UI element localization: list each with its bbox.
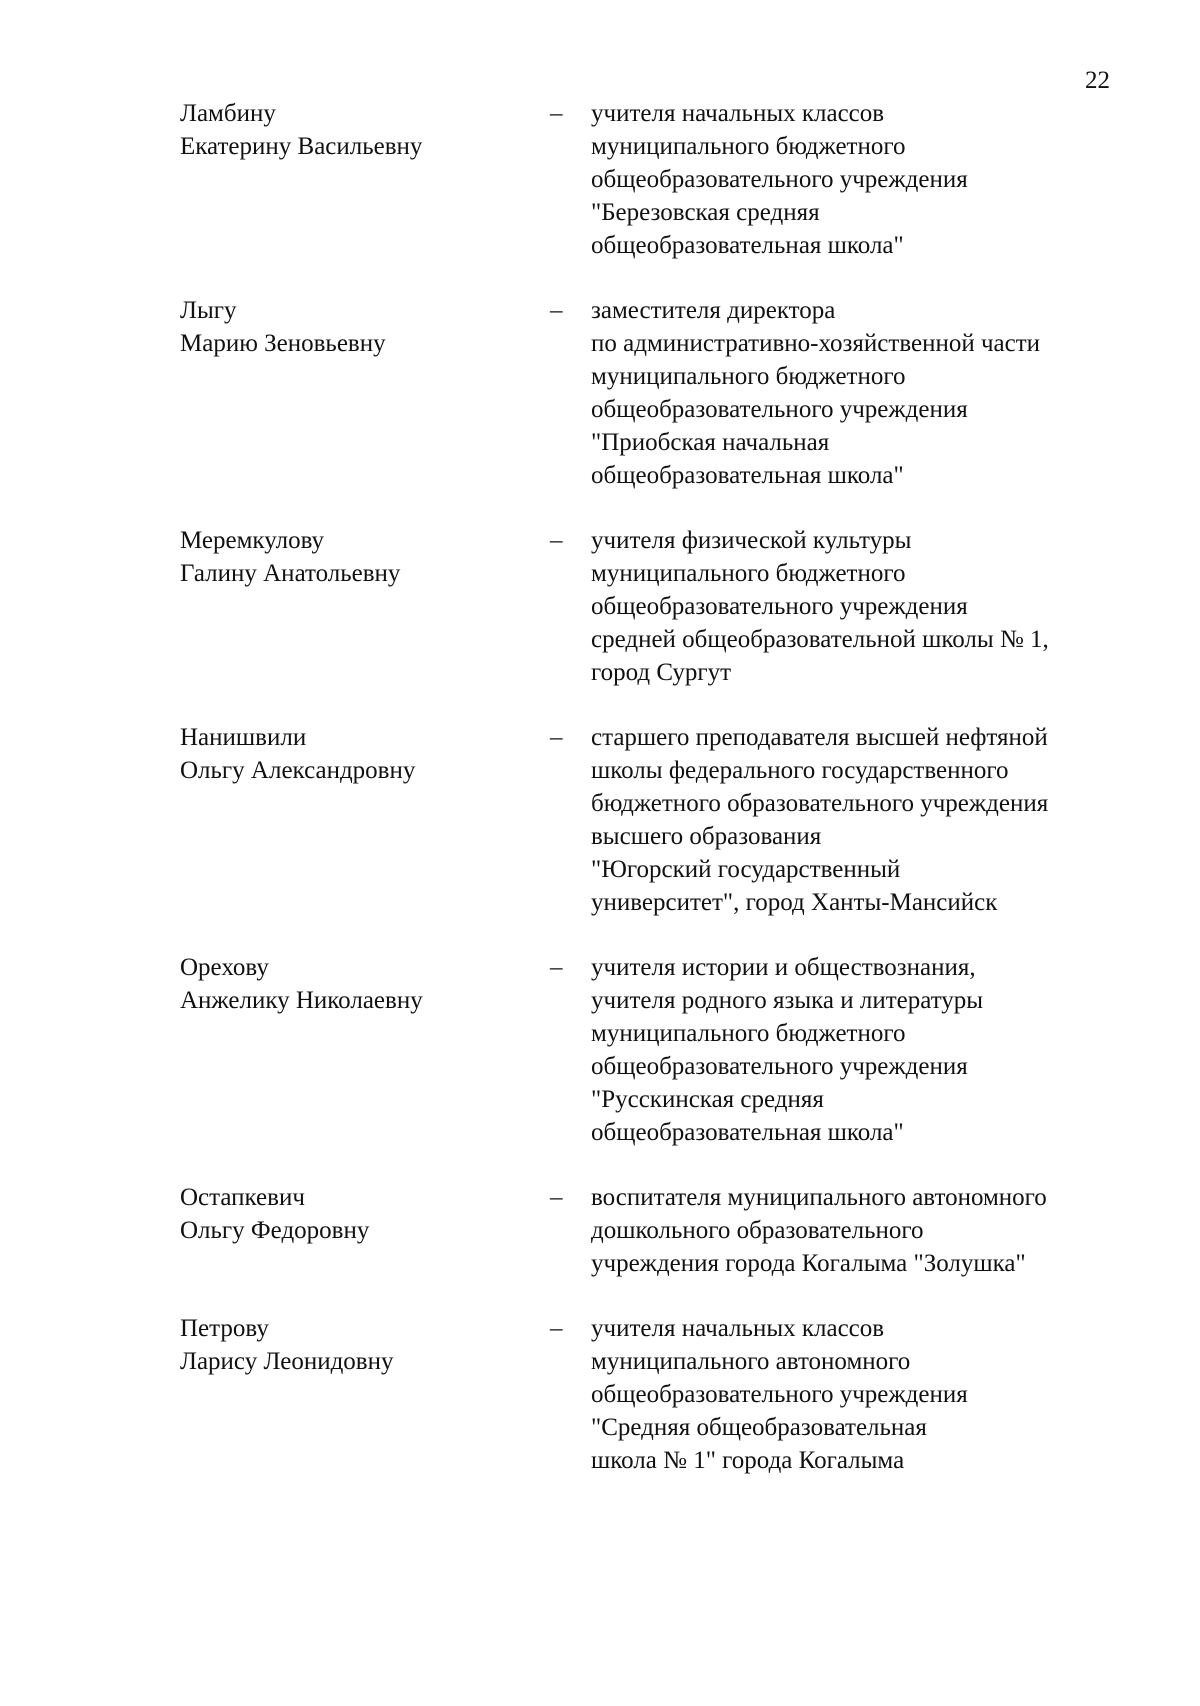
description-line: по административно-хозяйственной части <box>591 330 1041 357</box>
position-description <box>591 951 1151 1149</box>
position-description <box>591 721 1151 919</box>
description-line: общеобразовательного учреждения <box>591 1053 968 1080</box>
position-description <box>591 97 1151 262</box>
description-line: общеобразовательного учреждения <box>591 1381 968 1408</box>
person-name <box>180 97 530 163</box>
page-number: 22 <box>1085 67 1110 94</box>
description-line: учителя родного языка и литературы <box>591 987 984 1014</box>
person-name <box>180 1181 530 1247</box>
list-entry <box>0 951 1200 1149</box>
description-line: муниципального бюджетного <box>591 560 906 587</box>
description-line: общеобразовательного учреждения <box>591 593 968 620</box>
description-line: общеобразовательная школа" <box>591 462 904 489</box>
position-description <box>591 1181 1151 1280</box>
given-names: Ларису Леонидовну <box>180 1348 394 1375</box>
list-entry <box>0 1312 1200 1477</box>
person-name <box>180 951 530 1017</box>
description-line: учителя начальных классов <box>591 1315 885 1342</box>
description-line: общеобразовательного учреждения <box>591 396 968 423</box>
position-description <box>591 524 1151 689</box>
description-line: учителя физической культуры <box>591 527 912 554</box>
surname: Петрову <box>180 1315 269 1342</box>
description-line: учреждения города Когалыма "Золушка" <box>591 1250 1026 1277</box>
description-line: "Средняя общеобразовательная <box>591 1414 927 1441</box>
award-list <box>0 97 1200 1477</box>
description-line: муниципального бюджетного <box>591 133 906 160</box>
position-description <box>591 294 1151 492</box>
description-line: старшего преподавателя высшей нефтяной <box>591 724 1048 751</box>
position-description <box>591 1312 1151 1477</box>
description-line: школы федерального государственного <box>591 757 1009 784</box>
surname: Лыгу <box>180 297 237 324</box>
given-names: Марию Зеновьевну <box>180 330 386 357</box>
list-entry <box>0 97 1200 262</box>
surname: Ламбину <box>180 100 276 127</box>
description-line: воспитателя муниципального автономного <box>591 1184 1047 1211</box>
dash-separator: – <box>550 1315 563 1342</box>
description-line: "Березовская средняя <box>591 199 820 226</box>
list-entry <box>0 1181 1200 1280</box>
surname: Нанишвили <box>180 724 307 751</box>
given-names: Ольгу Александровну <box>180 757 416 784</box>
list-entry <box>0 294 1200 492</box>
dash-separator: – <box>550 297 563 324</box>
given-names: Анжелику Николаевну <box>180 987 423 1014</box>
dash-separator: – <box>550 1184 563 1211</box>
dash-separator: – <box>550 724 563 751</box>
description-line: муниципального автономного <box>591 1348 911 1375</box>
description-line: "Русскинская средняя <box>591 1086 824 1113</box>
surname: Меремкулову <box>180 527 325 554</box>
description-line: заместителя директора <box>591 297 836 324</box>
description-line: общеобразовательная школа" <box>591 1119 904 1146</box>
description-line: учителя истории и обществознания, <box>591 954 976 981</box>
given-names: Екатерину Васильевну <box>180 133 423 160</box>
description-line: университет", город Ханты-Мансийск <box>591 889 998 916</box>
description-line: средней общеобразовательной школы № 1, <box>591 626 1049 653</box>
description-line: муниципального бюджетного <box>591 363 906 390</box>
dash-separator: – <box>550 954 563 981</box>
description-line: "Приобская начальная <box>591 429 830 456</box>
given-names: Галину Анатольевну <box>180 560 401 587</box>
description-line: школа № 1" города Когалыма <box>591 1447 905 1474</box>
surname: Остапкевич <box>180 1184 305 1211</box>
description-line: общеобразовательного учреждения <box>591 166 968 193</box>
given-names: Ольгу Федоровну <box>180 1217 370 1244</box>
person-name <box>180 524 530 590</box>
person-name <box>180 1312 530 1378</box>
description-line: высшего образования <box>591 823 822 850</box>
description-line: "Югорский государственный <box>591 856 901 883</box>
list-entry <box>0 524 1200 689</box>
surname: Орехову <box>180 954 269 981</box>
description-line: общеобразовательная школа" <box>591 232 904 259</box>
description-line: бюджетного образовательного учреждения <box>591 790 1049 817</box>
dash-separator: – <box>550 527 563 554</box>
person-name <box>180 294 530 360</box>
description-line: город Сургут <box>591 659 732 686</box>
description-line: дошкольного образовательного <box>591 1217 924 1244</box>
person-name <box>180 721 530 787</box>
description-line: муниципального бюджетного <box>591 1020 906 1047</box>
dash-separator: – <box>550 100 563 127</box>
description-line: учителя начальных классов <box>591 100 885 127</box>
list-entry <box>0 721 1200 919</box>
